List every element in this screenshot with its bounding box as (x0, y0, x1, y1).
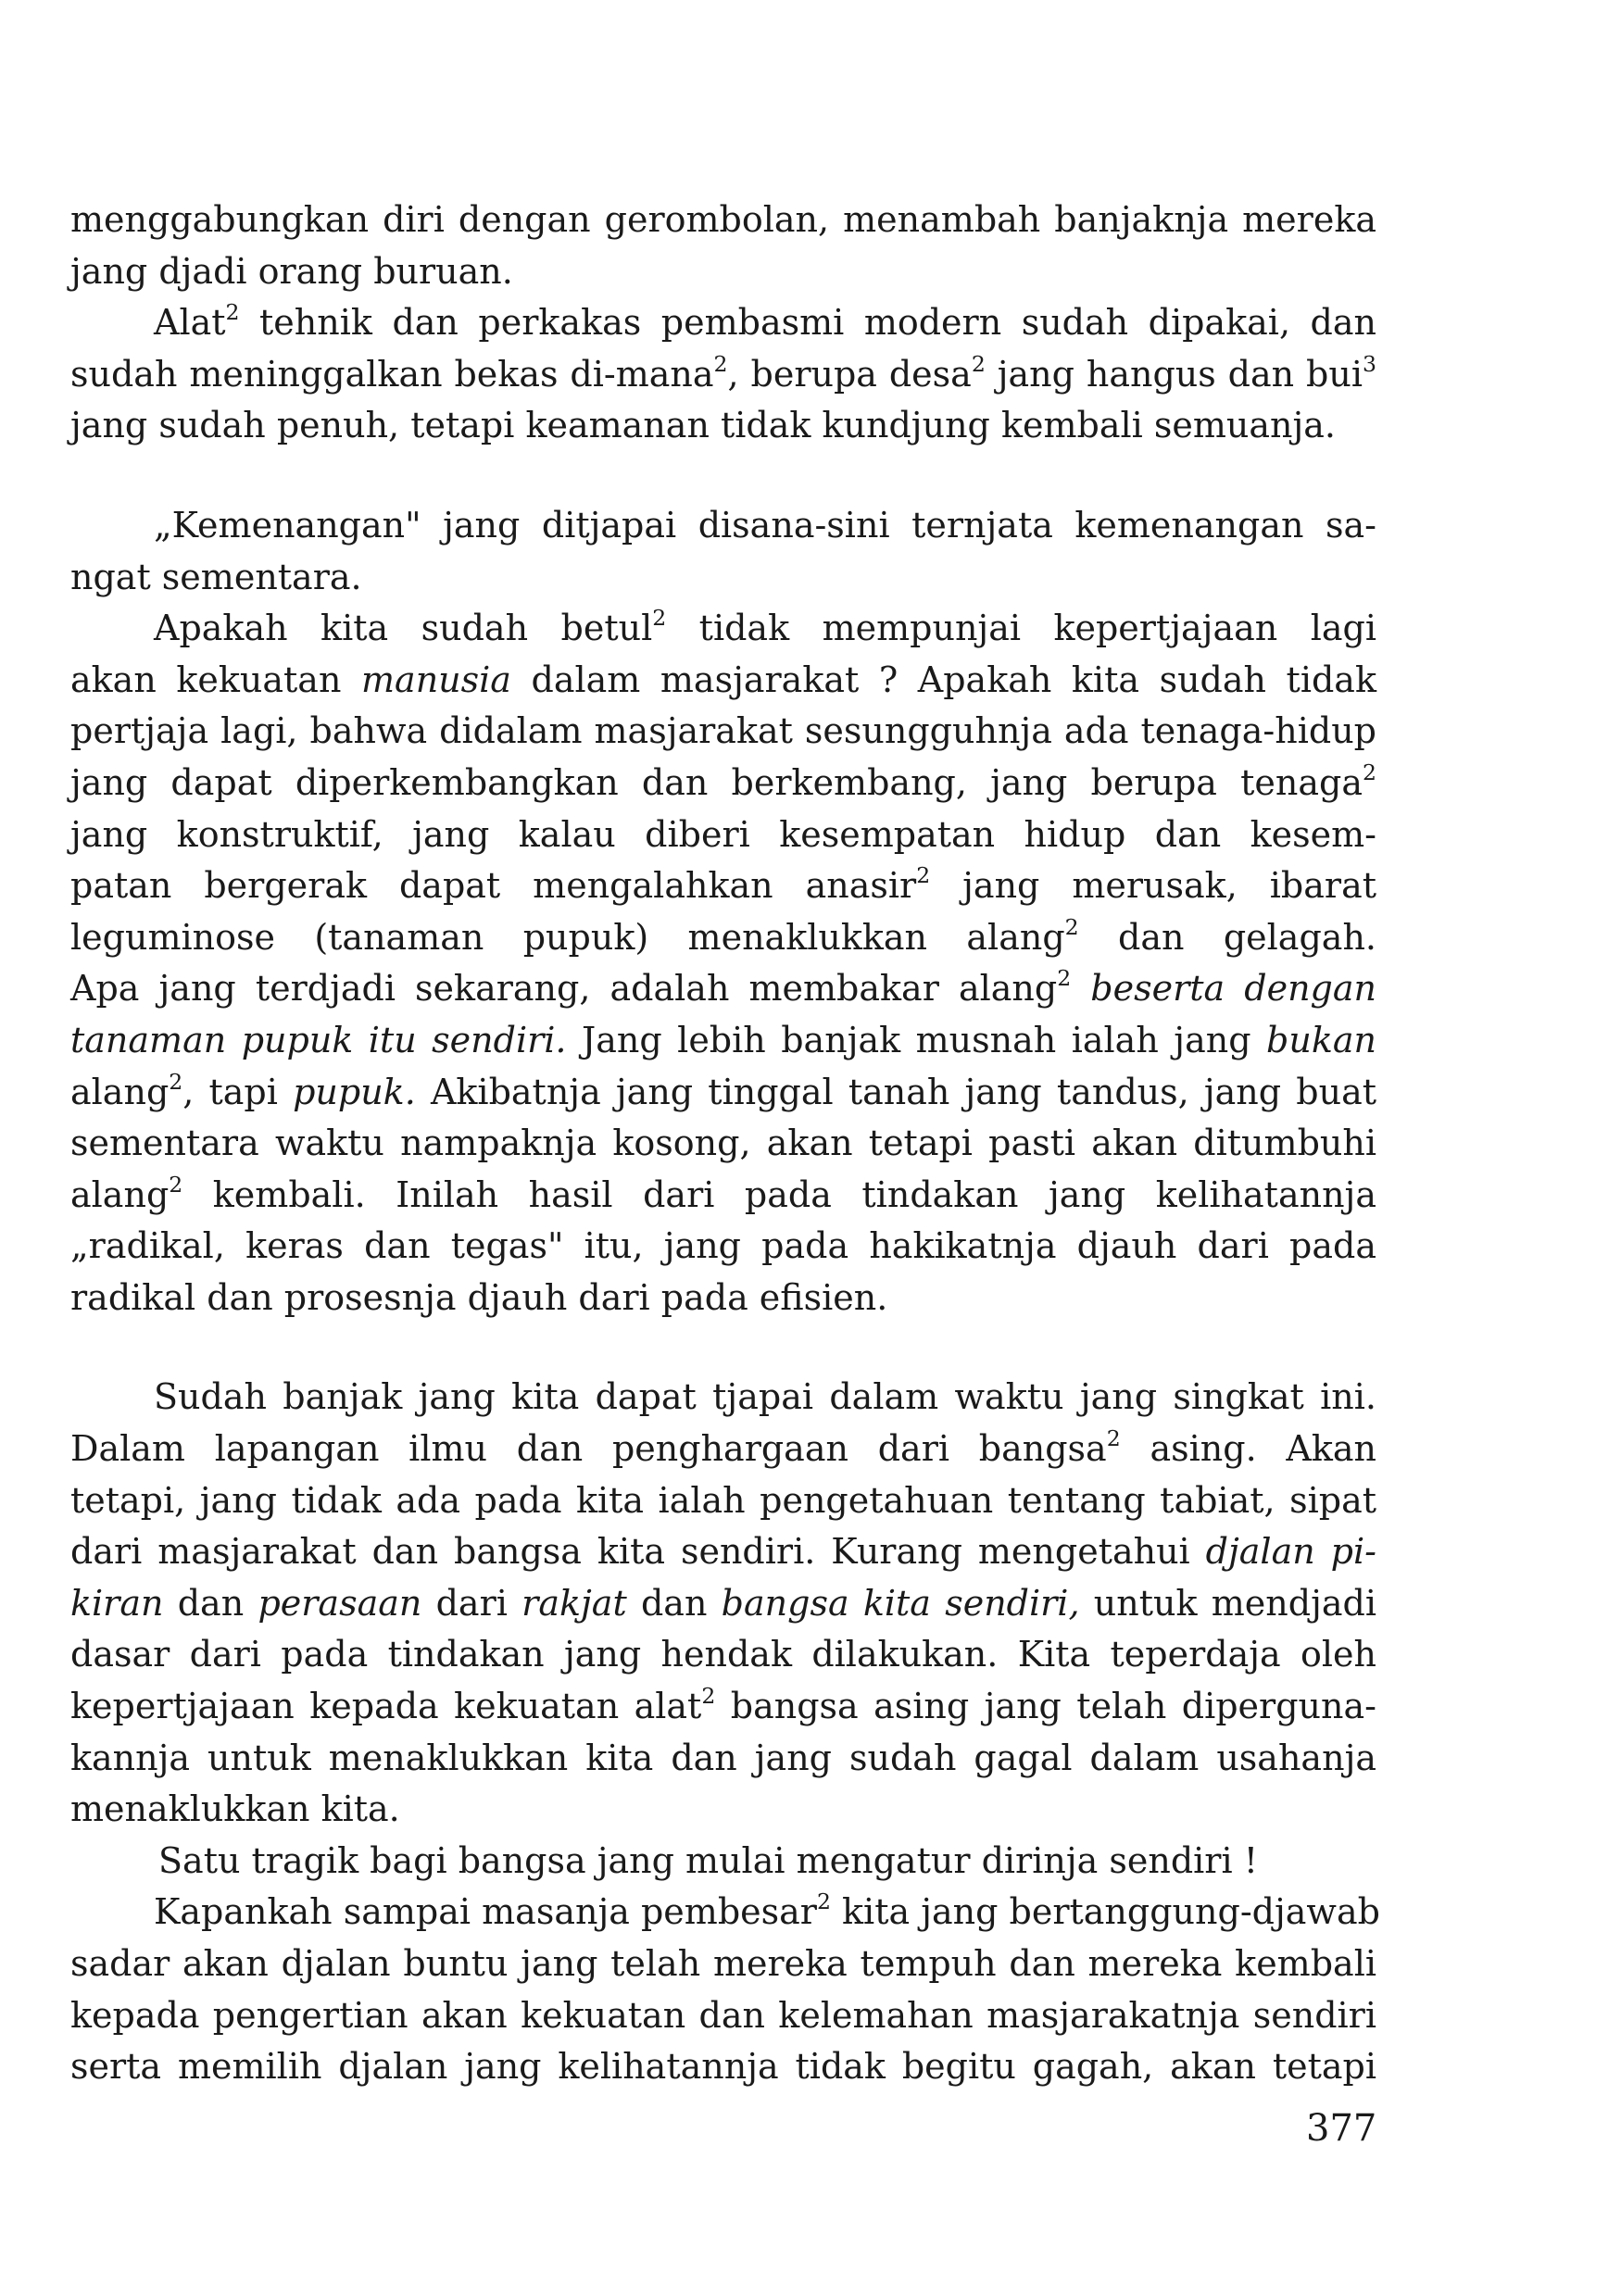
text-line: „Kemenangan" jang ditjapai disana-sini ternjata kemenangan sa- (154, 504, 1376, 546)
text-line: sementara waktu nampaknja kosong, akan tetapi pasti akan ditumbuhi (70, 1123, 1376, 1164)
text-line: patan bergerak dapat mengalahkan anasir$^2$ jang merusak, ibarat (70, 862, 1376, 907)
text-line: kepada pengertian akan kekuatan dan kelemahan masjarakatnja sendiri (70, 1994, 1376, 2036)
text-line: jang konstruktif, jang kalau diberi kesempatan hidup dan kesem- (70, 813, 1376, 855)
text-line: dari masjarakat dan bangsa kita sendiri. Kurang mengetahui djalan pi- (70, 1531, 1376, 1573)
text-line: kepertjajaan kepada kekuatan alat$^2$ bangsa asing jang telah diperguna- (70, 1683, 1376, 1727)
text-line: sudah meninggalkan bekas di-mana$^2$, berupa desa$^2$ jang hangus dan bui$^3$ (70, 350, 1376, 395)
text-line: Sudah banjak jang kita dapat tjapai dalam waktu jang singkat ini. (154, 1376, 1376, 1418)
text-line: kiran dan perasaan dari rakjat dan bangsa kita sendiri, untuk mendjadi (70, 1582, 1376, 1624)
text-line: sadar akan djalan buntu jang telah mereka tempuh dan mereka kembali (70, 1943, 1376, 1984)
text-line: Alat$^2$ tehnik dan perkakas pembasmi modern sudah dipakai, dan (154, 299, 1376, 344)
text-line: jang sudah penuh, tetapi keamanan tidak kundjung kembali semuanja. (70, 405, 1336, 446)
text-line: alang$^2$ kembali. Inilah hasil dari pada tindakan jang kelihatannja (70, 1171, 1376, 1215)
text-line: Apa jang terdjadi sekarang, adalah membakar alang$^2$ beserta dengan (70, 965, 1376, 1010)
text-line: kannja untuk menaklukkan kita dan jang sudah gagal dalam usahanja (70, 1737, 1376, 1778)
text-line: dasar dari pada tindakan jang hendak dilakukan. Kita teperdaja oleh (70, 1634, 1376, 1675)
text-line: Kapankah sampai masanja pembesar$^2$ kita jang bertanggung-djawab (154, 1888, 1380, 1933)
text-line: akan kekuatan manusia dalam masjarakat ? Apakah kita sudah tidak (70, 659, 1376, 700)
text-line: alang$^2$, tapi pupuk. Akibatnja jang tinggal tanah jang tandus, jang buat (70, 1068, 1376, 1112)
text-line: tetapi, jang tidak ada pada kita ialah pengetahuan tentang tabiat, sipat (70, 1479, 1376, 1521)
text-line: radikal dan prosesnja djauh dari pada efisien. (70, 1276, 888, 1318)
text-line: Satu tragik bagi bangsa jang mulai mengatur dirinja sendiri ! (158, 1839, 1258, 1881)
text-line: Apakah kita sudah betul$^2$ tidak mempunjai kepertjajaan lagi (154, 605, 1376, 649)
text-line: menaklukkan kita. (70, 1788, 400, 1830)
page-number: 377 (1306, 2107, 1377, 2150)
body-text (70, 194, 1380, 2093)
text-line: tanaman pupuk itu sendiri. Jang lebih banjak musnah ialah jang bukan (70, 1019, 1376, 1060)
text-line: ngat sementara. (70, 556, 362, 597)
text-line: jang dapat diperkembangkan dan berkembang, jang berupa tenaga$^2$ (70, 759, 1376, 803)
text-line: serta memilih djalan jang kelihatannja tidak begitu gagah, akan tetapi (70, 2046, 1376, 2088)
text-line: pertjaja lagi, bahwa didalam masjarakat sesungguhnja ada tenaga-hidup (70, 710, 1376, 752)
text-line: Dalam lapangan ilmu dan penghargaan dari bangsa$^2$ asing. Akan (70, 1425, 1376, 1470)
text-line: „radikal, keras dan tegas" itu, jang pada hakikatnja djauh dari pada (70, 1225, 1376, 1267)
text-line: leguminose (tanaman pupuk) menaklukkan alang$^2$ dan gelagah. (70, 913, 1376, 958)
text-line: jang djadi orang buruan. (70, 250, 513, 292)
text-line: menggabungkan diri dengan gerombolan, menambah banjaknja mereka (70, 199, 1376, 240)
